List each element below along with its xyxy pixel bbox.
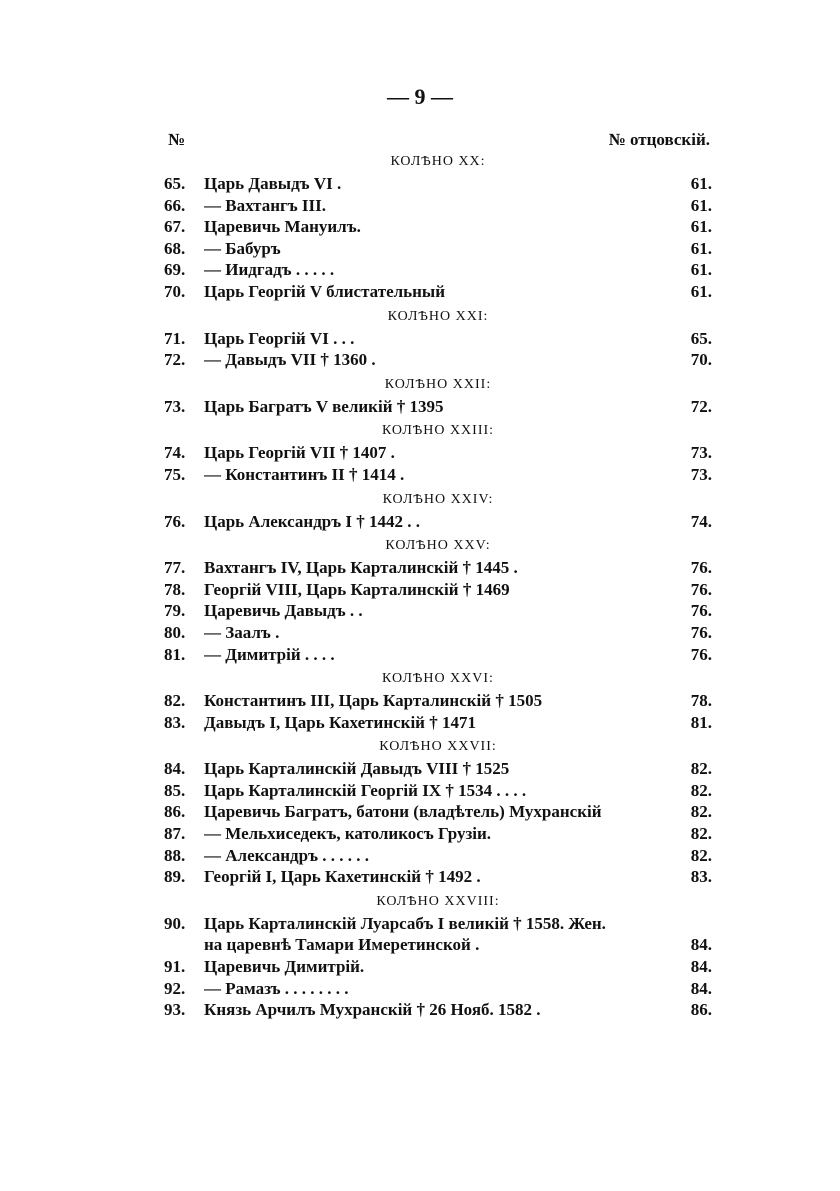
entry-text: на царевнѣ Тамари Имеретинской . xyxy=(204,935,480,955)
entry-number: 86. xyxy=(164,802,186,822)
table-row xyxy=(164,464,712,486)
entry-number: 77. xyxy=(164,558,186,578)
father-number: 76. xyxy=(690,601,712,621)
father-number: 76. xyxy=(690,558,712,578)
column-header-father-number: № отцовскій. xyxy=(608,130,710,149)
father-number: 72. xyxy=(690,396,712,416)
table-row xyxy=(164,622,712,644)
entry-text: Князь Арчилъ Мухранскій † 26 Нояб. 1582 . xyxy=(204,1000,541,1020)
table-row xyxy=(164,780,712,802)
entry-text: Царь Георгій V блистательный xyxy=(204,281,446,301)
entry-number: 87. xyxy=(164,824,186,844)
entry-text: Царь Давыдъ VI . xyxy=(204,174,342,193)
table-row xyxy=(164,934,712,956)
table-row xyxy=(164,644,712,666)
entry-text: — Рамазъ . . . . . . . . xyxy=(204,978,349,998)
generation-heading: КОЛѢНО XXVI: xyxy=(382,671,494,687)
entry-number: 90. xyxy=(164,913,186,933)
table-row xyxy=(164,690,712,712)
father-number: 86. xyxy=(690,1000,712,1020)
entry-number: 82. xyxy=(164,691,186,711)
entry-text: Царь Багратъ V великій † 1395 xyxy=(204,396,444,416)
entry-number: 83. xyxy=(164,712,186,732)
entry-text: Царевичь Мануилъ. xyxy=(204,217,361,237)
entry-number: 70. xyxy=(164,281,186,301)
entry-text: Константинъ III, Царь Карталинскій † 1505 xyxy=(204,691,543,711)
father-number: 82. xyxy=(690,824,712,844)
entry-text: Царь Карталинскій Давыдъ VIII † 1525 xyxy=(204,759,510,779)
entry-number: 85. xyxy=(164,780,186,800)
entry-number: 80. xyxy=(164,622,186,642)
father-number: 61. xyxy=(690,281,712,301)
column-header-number: № xyxy=(168,130,186,149)
entry-text: — Вахтангъ III. xyxy=(204,195,326,215)
father-number: 61. xyxy=(690,195,712,215)
entry-text: — Димитрій . . . . xyxy=(204,644,335,664)
entry-number: 88. xyxy=(164,845,186,865)
generation-heading: КОЛѢНО XXIII: xyxy=(381,423,495,439)
table-row xyxy=(164,999,712,1021)
father-number: 61. xyxy=(690,260,712,280)
father-number: 81. xyxy=(690,712,712,732)
generation-heading: КОЛѢНО XX: xyxy=(390,154,486,169)
table-row xyxy=(164,845,712,867)
entry-text: Царевичь Димитрій. xyxy=(204,957,365,977)
entry-text: Царевичь Давыдъ . . xyxy=(204,601,363,621)
entry-text: Царь Карталинскій Луарсабъ I великій † 1558. Жен. xyxy=(204,913,606,933)
entry-number: 84. xyxy=(164,759,186,779)
entry-number: 74. xyxy=(164,443,186,463)
father-number: 78. xyxy=(690,691,712,711)
entry-number: 72. xyxy=(164,350,186,370)
entry-number: 89. xyxy=(164,867,186,887)
father-number: 82. xyxy=(690,759,712,779)
entry-text: Давыдъ I, Царь Кахетинскій † 1471 xyxy=(204,712,476,732)
table-row xyxy=(164,216,712,238)
table-row xyxy=(164,866,712,888)
generation-heading: КОЛѢНО XXVIII: xyxy=(376,893,500,909)
table-row xyxy=(164,823,712,845)
entry-text: Царь Георгій VI . . . xyxy=(204,328,355,348)
father-number: 61. xyxy=(690,238,712,258)
father-number: 82. xyxy=(690,780,712,800)
entry-number: 73. xyxy=(164,396,186,416)
entry-text: Георгій VIII, Царь Карталинскій † 1469 xyxy=(204,579,510,599)
table-row xyxy=(164,396,712,418)
entry-text: Царевичь Багратъ, батони (владѣтель) Мухранскій xyxy=(204,802,602,822)
table-row xyxy=(164,956,712,978)
entry-text: — Заалъ . xyxy=(204,622,280,642)
entry-number: 93. xyxy=(164,1000,186,1020)
table-row xyxy=(164,579,712,601)
table-row xyxy=(164,195,712,217)
table-row xyxy=(164,442,712,464)
father-number: 84. xyxy=(690,978,712,998)
table-row xyxy=(164,511,712,533)
entry-number: 92. xyxy=(164,978,186,998)
father-number: 65. xyxy=(690,328,712,348)
father-number: 82. xyxy=(690,845,712,865)
genealogy-table xyxy=(164,148,712,1021)
entry-number: 69. xyxy=(164,260,186,280)
entry-text: — Константинъ II † 1414 . xyxy=(204,464,405,484)
table-row xyxy=(164,349,712,371)
father-number: 70. xyxy=(690,350,712,370)
table-row xyxy=(164,238,712,260)
entry-number: 68. xyxy=(164,238,186,258)
entry-text: — Давыдъ VII † 1360 . xyxy=(204,350,376,370)
father-number: 61. xyxy=(690,174,712,193)
entry-text: — Иидгадъ . . . . . xyxy=(204,260,335,280)
table-row xyxy=(164,173,712,195)
entry-number: 66. xyxy=(164,195,186,215)
table-row xyxy=(164,801,712,823)
entry-number: 65. xyxy=(164,174,186,193)
father-number: 73. xyxy=(690,443,712,463)
father-number: 76. xyxy=(690,622,712,642)
table-row xyxy=(164,978,712,1000)
generation-heading: КОЛѢНО XXI: xyxy=(387,308,489,324)
father-number: 84. xyxy=(690,957,712,977)
father-number: 83. xyxy=(690,867,712,887)
table-row xyxy=(164,259,712,281)
entry-number: 76. xyxy=(164,511,186,531)
entry-number: 81. xyxy=(164,644,186,664)
page-number: — 9 — xyxy=(387,84,453,109)
entry-number: 91. xyxy=(164,957,186,977)
father-number: 76. xyxy=(690,579,712,599)
entry-number: 79. xyxy=(164,601,186,621)
entry-text: Георгій I, Царь Кахетинскій † 1492 . xyxy=(204,867,481,887)
father-number: 84. xyxy=(690,935,712,955)
generation-heading: КОЛѢНО XXIV: xyxy=(382,491,494,507)
entry-number: 71. xyxy=(164,328,186,348)
father-number: 82. xyxy=(690,802,712,822)
entry-text: — Мельхиседекъ, католикосъ Грузіи. xyxy=(204,824,492,844)
entry-number: 78. xyxy=(164,579,186,599)
table-row xyxy=(164,600,712,622)
table-row xyxy=(164,328,712,350)
generation-heading: КОЛѢНО XXV: xyxy=(385,538,491,554)
table-row xyxy=(164,281,712,303)
entry-text: — Александръ . . . . . . xyxy=(204,845,369,865)
entry-text: — Бабуръ xyxy=(204,238,281,258)
entry-number: 75. xyxy=(164,464,186,484)
entry-number: 67. xyxy=(164,217,186,237)
entry-text: Вахтангъ IV, Царь Карталинскій † 1445 . xyxy=(204,558,518,578)
entry-text: Царь Георгій VII † 1407 . xyxy=(204,443,395,463)
table-row xyxy=(164,913,712,935)
generation-heading: КОЛѢНО XXII: xyxy=(384,376,492,392)
table-row xyxy=(164,712,712,734)
father-number: 73. xyxy=(690,464,712,484)
entry-text: Царь Карталинскій Георгій IX † 1534 . . . . xyxy=(204,780,527,800)
father-number: 74. xyxy=(690,511,712,531)
father-number: 76. xyxy=(690,644,712,664)
table-row xyxy=(164,758,712,780)
generation-heading: КОЛѢНО XXVII: xyxy=(379,739,497,755)
table-row xyxy=(164,557,712,579)
entry-text: Царь Александръ I † 1442 . . xyxy=(204,511,421,531)
father-number: 61. xyxy=(690,217,712,237)
